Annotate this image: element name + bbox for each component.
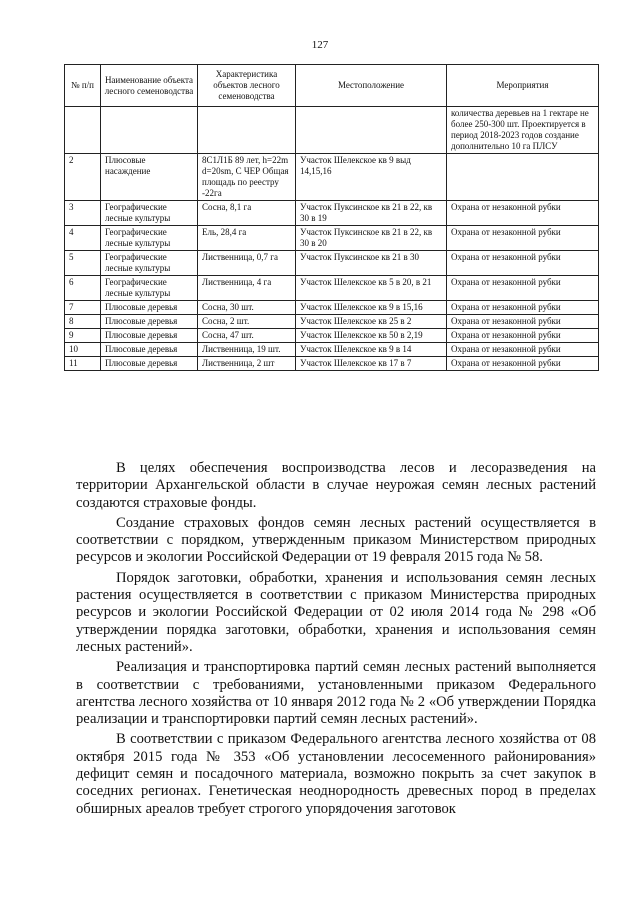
cell-number: 7 (65, 301, 101, 315)
table-row (65, 343, 599, 357)
cell-object-name: Географические лесные культуры (101, 251, 198, 276)
table-row (65, 251, 599, 276)
table-row (65, 201, 599, 226)
cell-number: 10 (65, 343, 101, 357)
seed-objects-table (64, 64, 599, 371)
cell-characteristics: Сосна, 2 шт. (198, 315, 296, 329)
cell-object-name: Географические лесные культуры (101, 276, 198, 301)
cell-measures: Охрана от незаконной рубки (447, 329, 599, 343)
table-row (65, 107, 599, 154)
cell-characteristics: Сосна, 47 шт. (198, 329, 296, 343)
cell-object-name: Плюсовые деревья (101, 301, 198, 315)
cell-characteristics (198, 107, 296, 154)
paragraph: Создание страховых фондов семян лесных растений осуществляется в соответствии с порядком, утвержденным приказом Министерством природных ресурсов и экологии Российской Федерации от 19 февраля 2015 года № 58. (76, 514, 596, 566)
cell-characteristics: Лиственница, 0,7 га (198, 251, 296, 276)
cell-object-name: Плюсовые деревья (101, 329, 198, 343)
table-row (65, 154, 599, 201)
table-row (65, 315, 599, 329)
cell-object-name: Плюсовые деревья (101, 343, 198, 357)
cell-number: 11 (65, 357, 101, 371)
cell-measures: Охрана от незаконной рубки (447, 343, 599, 357)
header-number: № п/п (65, 65, 101, 107)
cell-number: 3 (65, 201, 101, 226)
cell-location: Участок Шелекское кв 9 в 14 (296, 343, 447, 357)
cell-characteristics: Лиственница, 19 шт. (198, 343, 296, 357)
header-object-name: Наименование объекта лесного семеноводства (101, 65, 198, 107)
cell-characteristics: Сосна, 8,1 га (198, 201, 296, 226)
header-location: Местоположение (296, 65, 447, 107)
cell-object-name: Плюсовые деревья (101, 357, 198, 371)
header-measures: Мероприятия (447, 65, 599, 107)
cell-number: 6 (65, 276, 101, 301)
cell-number: 9 (65, 329, 101, 343)
cell-characteristics: Лиственница, 4 га (198, 276, 296, 301)
body-text (76, 460, 596, 821)
cell-characteristics: Ель, 28,4 га (198, 226, 296, 251)
table-header-row (65, 65, 599, 107)
table-row (65, 357, 599, 371)
cell-location: Участок Шелекское кв 9 выд 14,15,16 (296, 154, 447, 201)
cell-measures: Охрана от незаконной рубки (447, 276, 599, 301)
cell-characteristics: Сосна, 30 шт. (198, 301, 296, 315)
table-row (65, 329, 599, 343)
paragraph: В целях обеспечения воспроизводства лесов и лесоразведения на территории Архангельской области в случае неурожая семян лесных растений создаются страховые фонды. (76, 460, 596, 511)
cell-location: Участок Пуксинское кв 21 в 30 (296, 251, 447, 276)
cell-object-name (101, 107, 198, 154)
cell-location: Участок Шелекское кв 17 в 7 (296, 357, 447, 371)
cell-location: Участок Шелекское кв 25 в 2 (296, 315, 447, 329)
cell-object-name: Географические лесные культуры (101, 226, 198, 251)
cell-number: 2 (65, 154, 101, 201)
cell-measures (447, 154, 599, 201)
cell-location: Участок Шелекское кв 9 в 15,16 (296, 301, 447, 315)
table-row (65, 226, 599, 251)
cell-number: 8 (65, 315, 101, 329)
cell-location: Участок Пуксинское кв 21 в 22, кв 30 в 19 (296, 201, 447, 226)
cell-measures: количества деревьев на 1 гектаре не более 250-300 шт. Проектируется в период 2018-2023 годов создание дополнительно 10 га ПЛСУ (447, 107, 599, 154)
cell-characteristics: 8С1Л1Б 89 лет, h=22m d=20sm, C ЧЕР Общая площадь по реестру -22га (198, 154, 296, 201)
paragraph: Порядок заготовки, обработки, хранения и использования семян лесных растения осуществляется в соответствии с приказом Министерства природных ресурсов и экологии Российской Федерации от 02 июля 2014 года № 298 «Об утверждении порядка заготовки, обработки, хранения и использования семян лесных растений». (76, 569, 596, 655)
table-row (65, 301, 599, 315)
cell-number (65, 107, 101, 154)
cell-number: 5 (65, 251, 101, 276)
cell-measures: Охрана от незаконной рубки (447, 226, 599, 251)
cell-location (296, 107, 447, 154)
paragraph: В соответствии с приказом Федерального агентства лесного хозяйства от 08 октября 2015 года № 353 «Об установлении лесосеменного районирования» дефицит семян и посадочного материала, возможно покрыть за счет закупок в соседних регионах. Генетическая неоднородность древесных пород в пределах обширных ареалов требует строгого упорядочения заготовок (76, 731, 596, 817)
page-number: 127 (311, 39, 329, 51)
cell-location: Участок Шелекское кв 50 в 2,19 (296, 329, 447, 343)
paragraph: Реализация и транспортировка партий семян лесных растений выполняется в соответствии с требованиями, установленными приказом Федерального агентства лесного хозяйства от 10 января 2012 года № 2 «Об утверждении Порядка реализации и транспортировки партий семян лесных растений». (76, 659, 596, 728)
cell-location: Участок Шелекское кв 5 в 20, в 21 (296, 276, 447, 301)
cell-measures: Охрана от незаконной рубки (447, 301, 599, 315)
table-row (65, 276, 599, 301)
header-characteristics: Характеристика объектов лесного семеноводства (198, 65, 296, 107)
cell-characteristics: Лиственница, 2 шт (198, 357, 296, 371)
cell-measures: Охрана от незаконной рубки (447, 251, 599, 276)
cell-measures: Охрана от незаконной рубки (447, 201, 599, 226)
cell-location: Участок Пуксинское кв 21 в 22, кв 30 в 20 (296, 226, 447, 251)
cell-object-name: Плюсовые деревья (101, 315, 198, 329)
cell-measures: Охрана от незаконной рубки (447, 357, 599, 371)
cell-measures: Охрана от незаконной рубки (447, 315, 599, 329)
cell-object-name: Плюсовые насаждение (101, 154, 198, 201)
cell-number: 4 (65, 226, 101, 251)
cell-object-name: Географические лесные культуры (101, 201, 198, 226)
